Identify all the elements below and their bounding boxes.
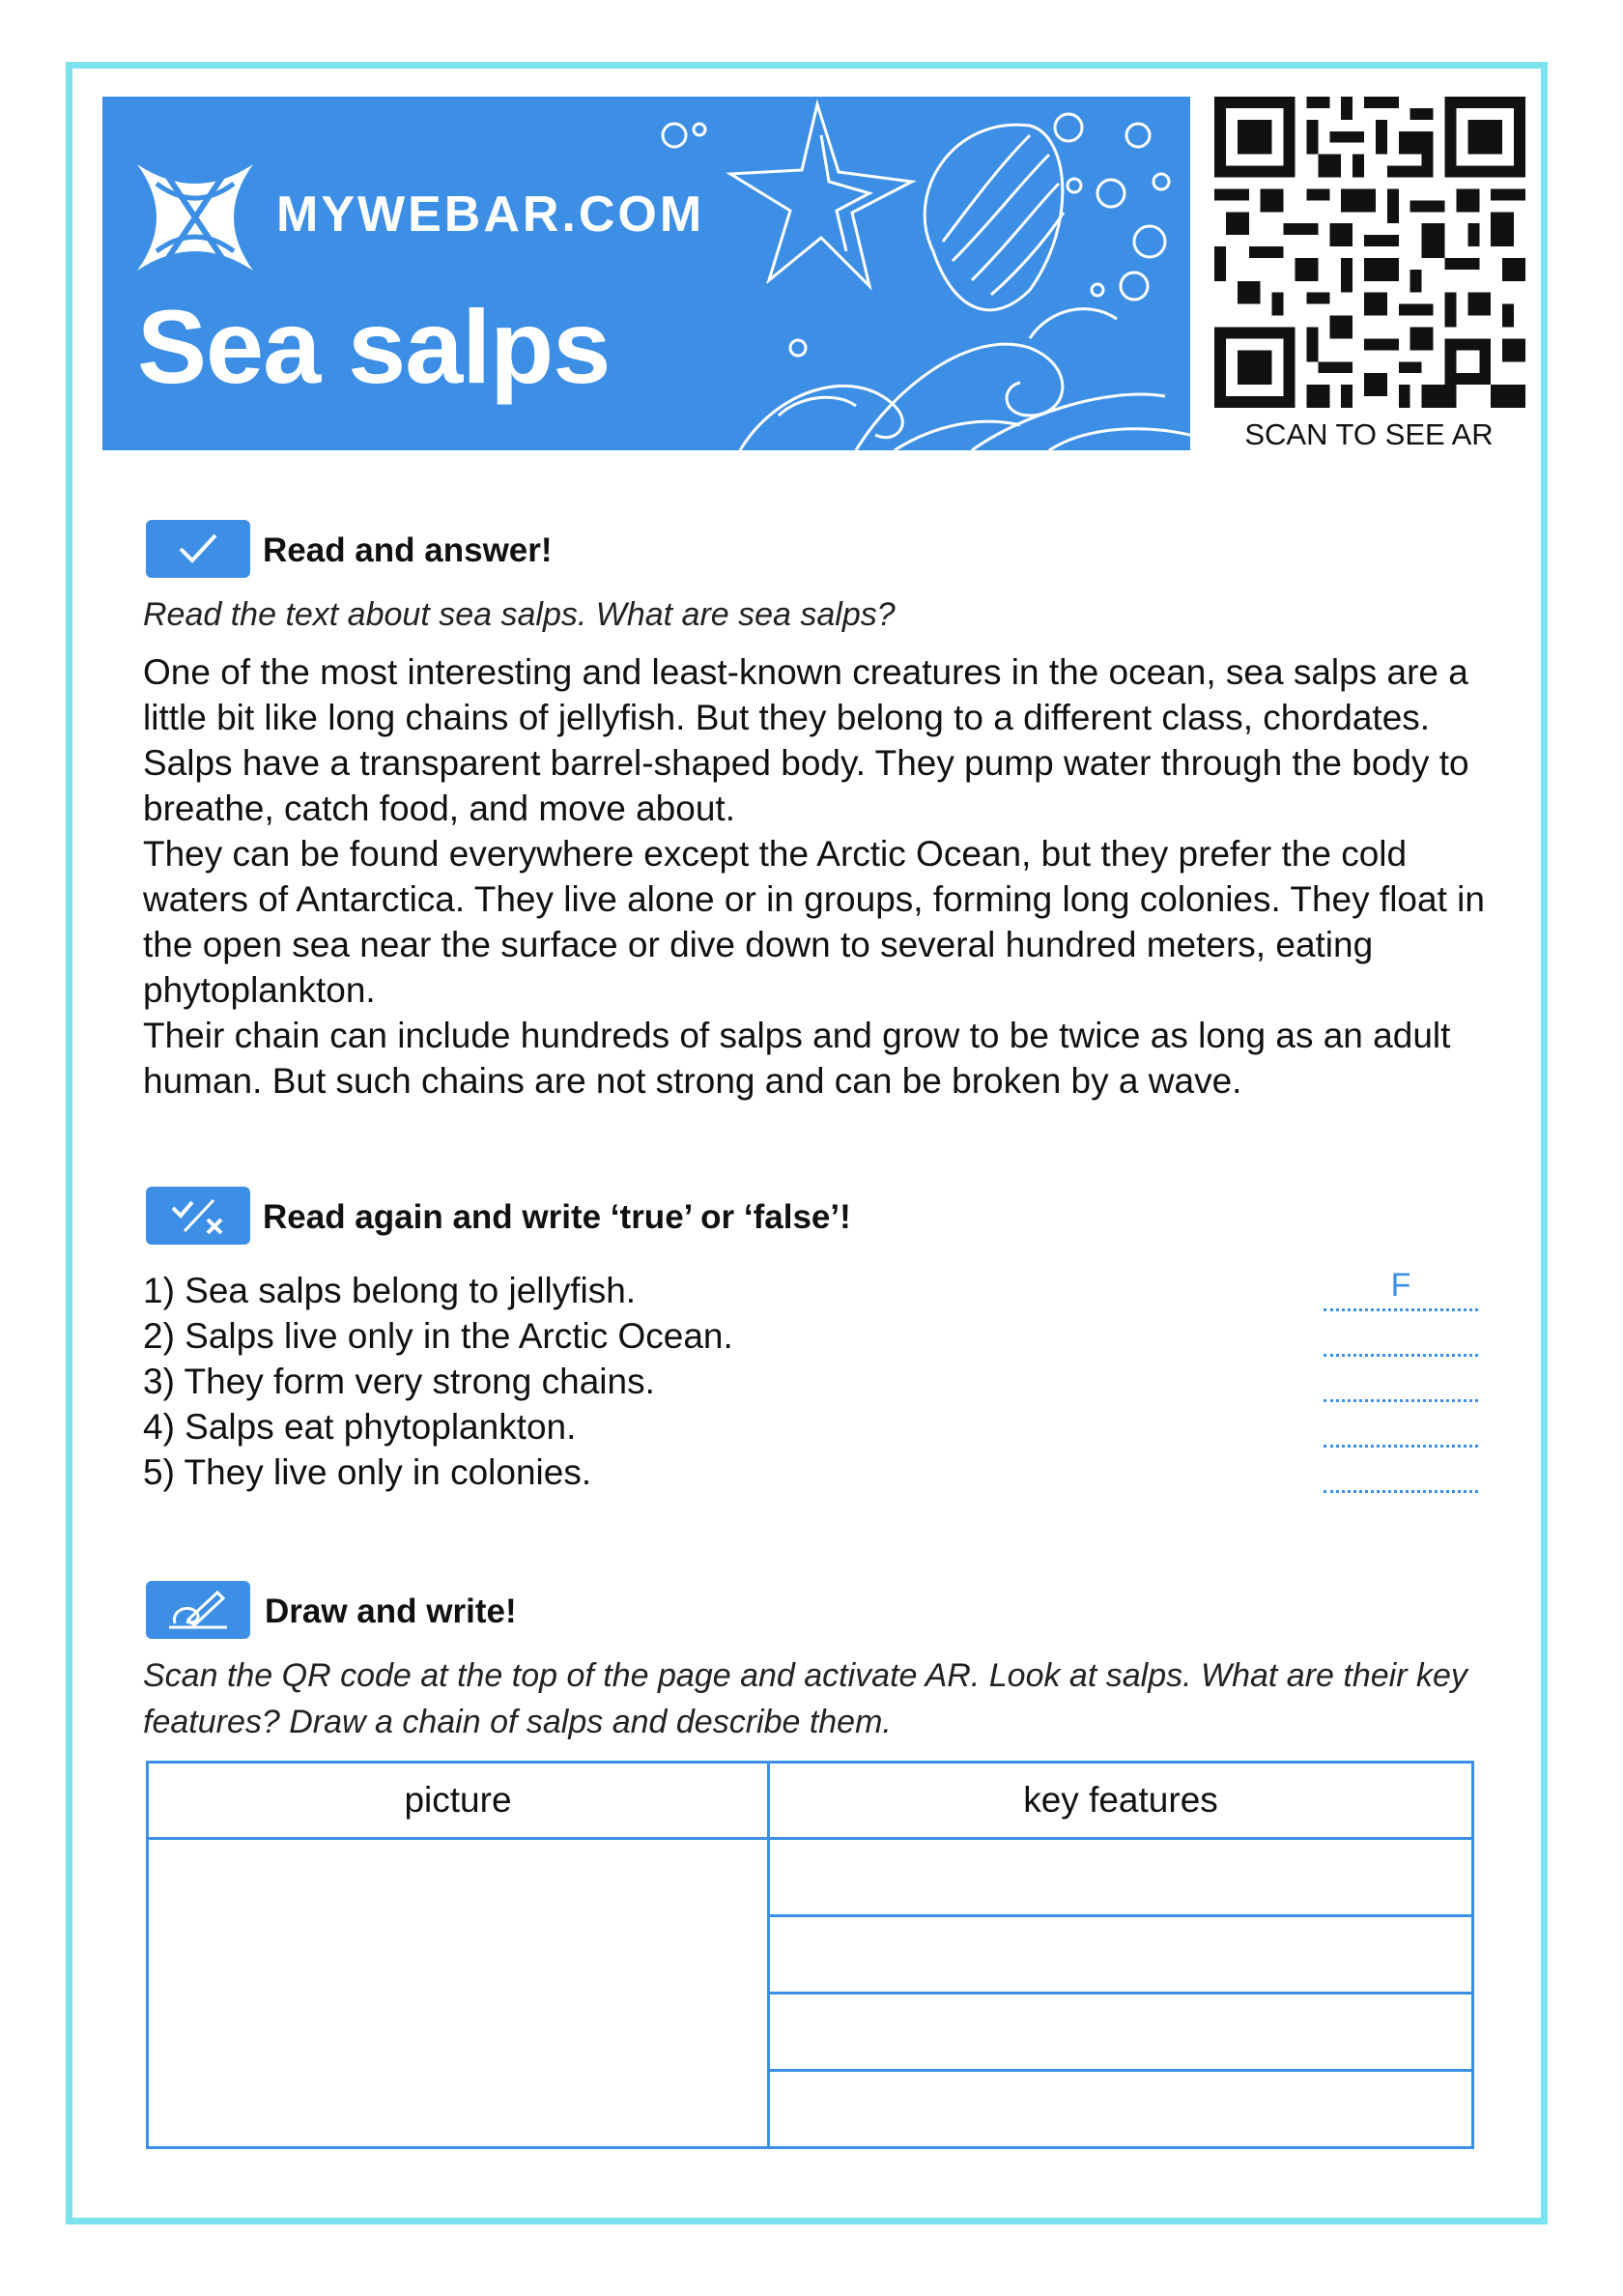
statement-list	[143, 1268, 1495, 1495]
answer-field-3[interactable]	[1324, 1359, 1478, 1402]
section-title-true-false: Read again and write ‘true’ or ‘false’!	[263, 1198, 851, 1236]
qr-code-icon[interactable]	[1213, 97, 1526, 408]
statement-text: 4) Salps eat phytoplankton.	[143, 1407, 577, 1447]
table-header-picture: picture	[148, 1763, 769, 1839]
statement-row	[143, 1449, 1495, 1495]
key-feature-line-2[interactable]	[769, 1916, 1473, 1994]
reading-paragraph: Their chain can include hundreds of salps and grow to be twice as long as an adult human. But such chains are not strong and can be broken by a wave.	[143, 1016, 1451, 1101]
picture-drawing-area[interactable]	[148, 1839, 769, 2148]
key-feature-line-4[interactable]	[769, 2071, 1473, 2148]
reading-paragraph: One of the most interesting and least-known creatures in the ocean, sea salps are a little bit like long chains of jellyfish. But they belong to a different class, chordates. Salps have a transparent barrel-shaped body. They pump water through the body to breathe, catch food, and move about.	[143, 652, 1469, 828]
reading-text	[143, 649, 1495, 1104]
answer-table	[146, 1761, 1474, 2149]
pencil-draw-icon	[146, 1581, 250, 1639]
checkmark-icon	[146, 520, 250, 578]
statement-row	[143, 1359, 1495, 1404]
key-feature-line-3[interactable]	[769, 1994, 1473, 2071]
answer-field-5[interactable]	[1324, 1449, 1478, 1493]
mywebar-logo-icon	[128, 155, 263, 280]
section3-instruction: Scan the QR code at the top of the page and activate AR. Look at salps. What are their key features? Draw a chain of salps and describe them.	[143, 1657, 1467, 1740]
statement-text: 2) Salps live only in the Arctic Ocean.	[143, 1316, 733, 1356]
statement-text: 5) They live only in colonies.	[143, 1452, 592, 1492]
section-title-draw-write: Draw and write!	[265, 1593, 517, 1630]
header-banner	[102, 97, 1190, 450]
statement-row	[143, 1404, 1495, 1449]
answer-field-2[interactable]	[1324, 1313, 1478, 1357]
check-cross-icon	[146, 1187, 250, 1245]
statement-row	[143, 1313, 1495, 1359]
statement-text: 3) They form very strong chains.	[143, 1362, 655, 1401]
qr-caption: SCAN TO SEE AR	[1244, 417, 1494, 451]
statement-row	[143, 1268, 1495, 1313]
statement-text: 1) Sea salps belong to jellyfish.	[143, 1271, 637, 1310]
reading-paragraph: They can be found everywhere except the Arctic Ocean, but they prefer the cold waters of Antarctica. They live alone or in groups, forming long colonies. They float in the open sea near the surface or dive down to several hundred meters, eating phytoplankton.	[143, 834, 1485, 1010]
section1-instruction: Read the text about sea salps. What are sea salps?	[143, 596, 896, 633]
page-title: Sea salps	[137, 288, 611, 405]
key-feature-line-1[interactable]	[769, 1839, 1473, 1916]
answer-field-4[interactable]	[1324, 1404, 1478, 1448]
brand-name: MYWEBAR.COM	[276, 187, 705, 243]
section-title-read-answer: Read and answer!	[263, 531, 553, 569]
answer-field-1[interactable]: F	[1324, 1268, 1478, 1311]
table-header-key-features: key features	[769, 1763, 1473, 1839]
